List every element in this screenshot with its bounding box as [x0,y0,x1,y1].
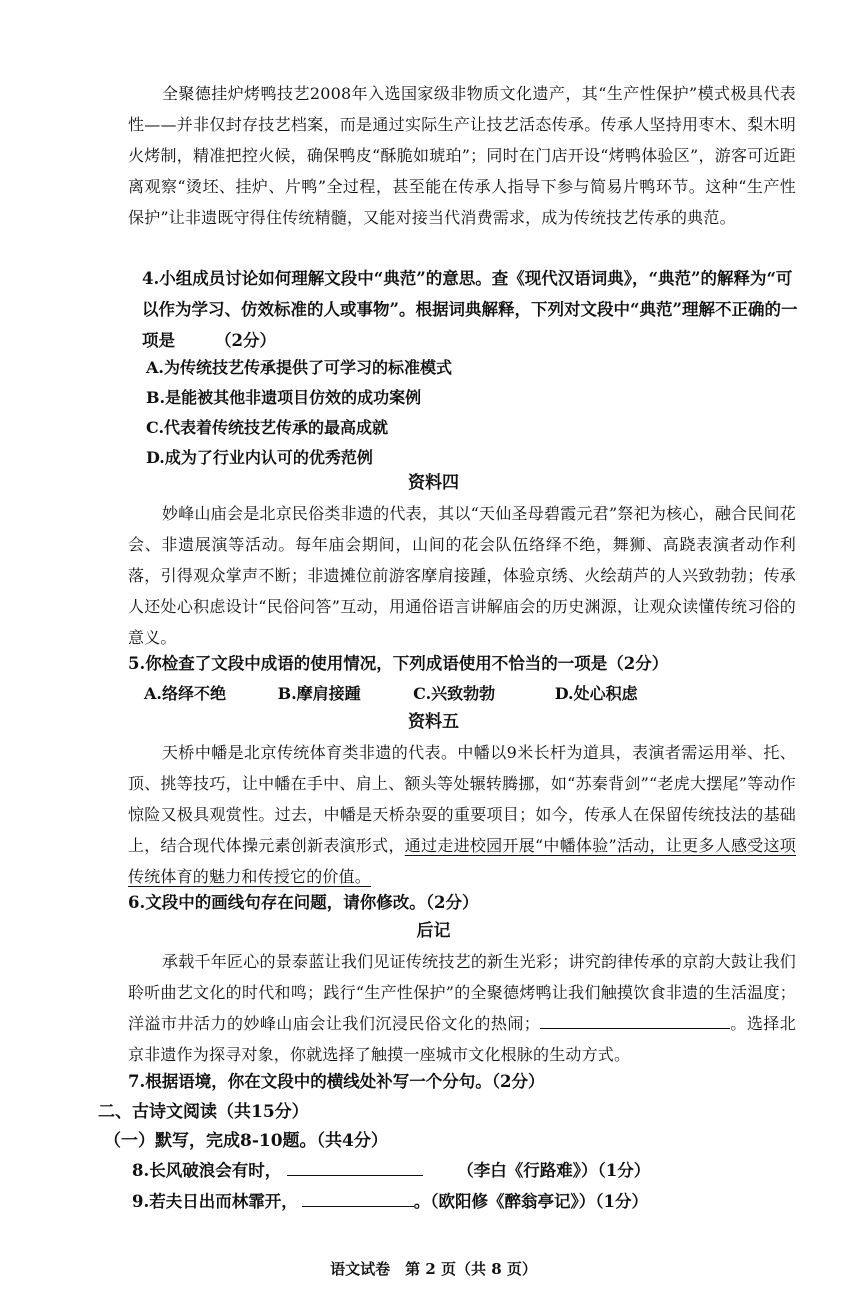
question-4-score: （2分） [215,331,276,350]
passage-3-text: 全聚德挂炉烤鸭技艺2008年入选国家级非物质文化遗产，其“生产性保护”模式极具代表性——并非仅封存技艺档案，而是通过实际生产让技艺活态传承。传承人坚持用枣木、梨木明火烤制，精准把控火候，确保鸭皮“酥脆如琥珀”；同时在门店开设“烤鸭体验区”，游客可近距离观察“烫坯、挂炉、片鸭”全过程，甚至能在传承人指导下参与简易片鸭环节。这种“生产性保护”让非遗既守得住传统精髓，又能对接当代消费需求，成为传统技艺传承的典范。 [128,84,796,227]
question-5-option-c[interactable]: C.兴致勃勃 [413,684,496,703]
question-5-text: 5.你检查了文段中成语的使用情况，下列成语使用不恰当的一项是 [128,654,608,673]
question-4-text: 4.小组成员讨论如何理解文段中“典范”的意思。查《现代汉语词典》，“典范”的解释为“可以作为学习、仿效标准的人或事物”。根据词典解释，下列对文段中“典范”理解不正确的一项是 [142,269,798,350]
question-4-option-a[interactable]: A.为传统技艺传承提供了可学习的标准模式 [146,358,452,377]
afterword-answer-blank[interactable] [540,1010,730,1029]
question-8 [132,1155,650,1186]
question-5-option-a[interactable]: A.络绎不绝 [144,684,226,703]
afterword-end-mark: 。 [730,1014,747,1033]
material-5-underlined-sentence: 通过走进校园开展“中幡体验”活动，让更多人感受这项传统体育的魅力和传授它的价值。 [128,836,796,886]
question-7-text: 7.根据语境，你在文段中的横线处补写一个分句。 [128,1072,492,1091]
part-1-title: （一）默写，完成8-10题。（共4分） [104,1131,388,1151]
question-5-options [144,679,638,709]
question-5-option-b[interactable]: B.摩肩接踵 [277,684,361,703]
material-5-title: 资料五 [408,712,459,732]
question-9-text: 9.若夫日出而林霏开， [132,1192,298,1211]
afterword-text [128,946,796,1070]
page-footer: 语文试卷 第 2 页（共 8 页） [330,1260,537,1278]
question-8-answer-blank[interactable] [287,1157,423,1176]
question-5-score: （2分） [607,654,669,673]
question-9-source: 。（欧阳修《醉翁亭记》） [413,1192,596,1211]
question-9-answer-blank[interactable] [302,1188,414,1207]
section-2-title: 二、古诗文阅读（共15分） [98,1102,309,1122]
question-5-stem [128,648,778,679]
question-8-source: （李白《行路难》） [457,1161,598,1180]
question-9-score: （1分） [595,1192,648,1211]
question-8-score: （1分） [597,1161,651,1180]
question-6-stem [128,887,778,918]
question-4-option-d[interactable]: D.成为了行业内认可的优秀范例 [146,448,373,467]
afterword-title: 后记 [416,921,451,941]
question-6-text: 6.文段中的画线句存在问题，请你修改。 [128,893,426,912]
material-4-title: 资料四 [408,473,459,493]
afterword-text-after: 选择北京非遗作为探寻对象，你就选择了触摸一座城市文化根脉的生动方式。 [128,1014,796,1064]
material-4-text: 妙峰山庙会是北京民俗类非遗的代表，其以“天仙圣母碧霞元君”祭祀为核心，融合民间花会、非遗展演等活动。每年庙会期间，山间的花会队伍络绎不绝，舞狮、高跷表演者动作利落，引得观众掌声不断；非遗摊位前游客摩肩接踵，体验京绣、火绘葫芦的人兴致勃勃；传承人还处心积虑设计“民俗问答”互动，用通俗语言讲解庙会的历史渊源，让观众读懂传统习俗的意义。 [128,504,796,647]
material-5-text [128,737,796,892]
question-8-text: 8.长风破浪会有时， [132,1161,282,1180]
afterword-text-before-blank: 承载千年匠心的景泰蓝让我们见证传统技艺的新生光彩；讲究韵律传承的京韵大鼓让我们聆听曲艺文化的时代和鸣；践行“生产性保护”的全聚德烤鸭让我们触摸饮食非遗的生活温度；洋溢市井活力的妙峰山庙会让我们沉浸民俗文化的热闹； [128,952,796,1033]
question-4-option-b[interactable]: B.是能被其他非遗项目仿效的成功案例 [146,388,422,407]
question-7-stem [128,1066,778,1097]
question-4-option-c[interactable]: C.代表着传统技艺传承的最高成就 [146,418,389,437]
question-6-score: （2分） [425,893,479,912]
question-7-score: （2分） [491,1072,545,1091]
question-5-option-d[interactable]: D.处心积虑 [554,684,638,703]
material-5-plain-text: 天桥中幡是北京传统体育类非遗的代表。中幡以9米长杆为道具，表演者需运用举、托、顶、挑等技巧，让中幡在手中、肩上、额头等处辗转腾挪，如“苏秦背剑”“老虎大摆尾”等动作惊险又极具观赏性。过去，中幡是天桥杂耍的重要项目；如今，传承人在保留传统技法的基础上，结合现代体操元素创新表演形式， [128,743,796,855]
question-9 [132,1186,648,1217]
question-4-stem [142,263,798,356]
